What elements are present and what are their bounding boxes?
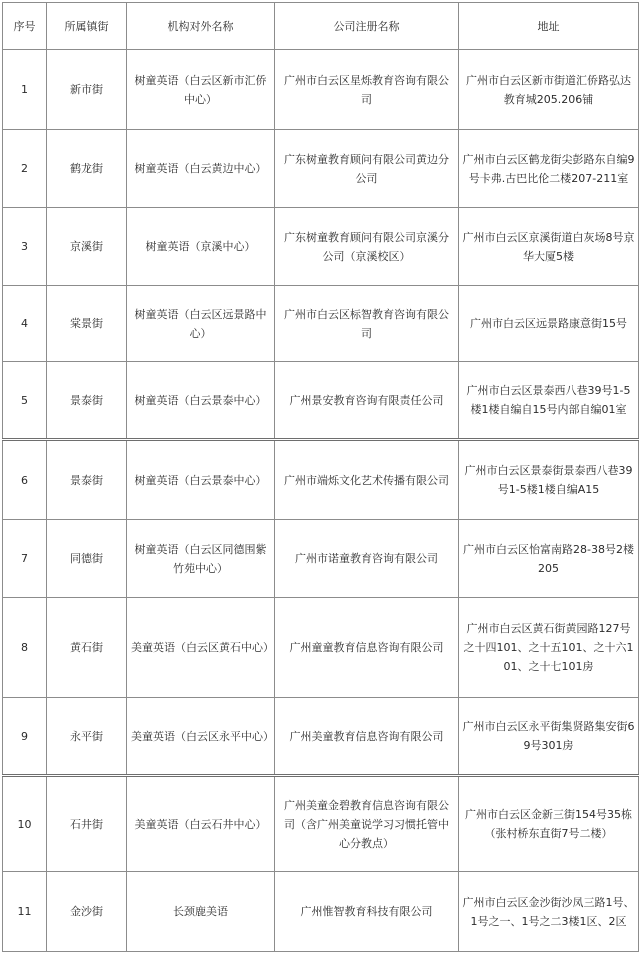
cell-no: 3 [3,208,47,286]
cell-no: 2 [3,130,47,208]
cell-institution: 树童英语（白云黄边中心） [127,130,275,208]
cell-institution: 长颈鹿美语 [127,872,275,952]
cell-institution: 树童英语（白云区远景路中心） [127,286,275,362]
cell-no: 10 [3,776,47,872]
cell-no: 8 [3,598,47,698]
cell-no: 9 [3,698,47,776]
cell-street: 新市街 [47,50,127,130]
cell-street: 鹤龙街 [47,130,127,208]
cell-company: 广州市白云区标智教育咨询有限公司 [275,286,459,362]
cell-address: 广州市白云区怡富南路28-38号2楼205 [459,520,639,598]
cell-no: 4 [3,286,47,362]
cell-company: 广州景安教育咨询有限责任公司 [275,362,459,440]
cell-no: 6 [3,440,47,520]
table-row [3,286,639,362]
cell-street: 金沙街 [47,872,127,952]
institution-table [2,2,639,952]
header-street: 所属镇街 [47,3,127,50]
cell-address: 广州市白云区金沙街沙凤三路1号、1号之一、1号之二3楼1区、2区 [459,872,639,952]
cell-company: 广州市诺童教育咨询有限公司 [275,520,459,598]
cell-institution: 美童英语（白云石井中心） [127,776,275,872]
header-row [3,3,639,50]
cell-address: 广州市白云区京溪街道白灰场8号京华大厦5楼 [459,208,639,286]
cell-company: 广州美童金碧教育信息咨询有限公司（含广州美童说学习习惯托管中心分教点） [275,776,459,872]
cell-no: 1 [3,50,47,130]
cell-institution: 树童英语（京溪中心） [127,208,275,286]
header-no: 序号 [3,3,47,50]
cell-address: 广州市白云区黄石街黄园路127号之十四101、之十五101、之十六101、之十七101房 [459,598,639,698]
table-row [3,130,639,208]
header-address: 地址 [459,3,639,50]
cell-no: 5 [3,362,47,440]
cell-institution: 美童英语（白云区永平中心） [127,698,275,776]
table-row [3,598,639,698]
cell-institution: 树童英语（白云景泰中心） [127,440,275,520]
cell-company: 广州惟智教育科技有限公司 [275,872,459,952]
cell-street: 景泰街 [47,362,127,440]
table-header [3,3,639,50]
cell-address: 广州市白云区新市街道汇侨路弘达教育城205.206铺 [459,50,639,130]
cell-street: 石井街 [47,776,127,872]
cell-address: 广州市白云区景泰街景泰西八巷39号1-5楼1楼自编A15 [459,440,639,520]
cell-company: 广东树童教育顾问有限公司京溪分公司（京溪校区） [275,208,459,286]
table-row [3,698,639,776]
header-company: 公司注册名称 [275,3,459,50]
table-row [3,776,639,872]
table-body [3,50,639,952]
cell-street: 黄石街 [47,598,127,698]
cell-no: 7 [3,520,47,598]
table-row [3,520,639,598]
cell-street: 景泰街 [47,440,127,520]
table-row [3,440,639,520]
cell-address: 广州市白云区金新三街154号35栋（张村桥东直街7号二楼） [459,776,639,872]
cell-institution: 美童英语（白云区黄石中心） [127,598,275,698]
cell-institution: 树童英语（白云区新市汇侨中心） [127,50,275,130]
cell-street: 永平街 [47,698,127,776]
cell-no: 11 [3,872,47,952]
cell-street: 棠景街 [47,286,127,362]
cell-address: 广州市白云区远景路康意街15号 [459,286,639,362]
header-institution: 机构对外名称 [127,3,275,50]
cell-company: 广东树童教育顾问有限公司黄边分公司 [275,130,459,208]
cell-institution: 树童英语（白云区同德围紫竹苑中心） [127,520,275,598]
table-row [3,208,639,286]
cell-company: 广州美童教育信息咨询有限公司 [275,698,459,776]
table-row [3,362,639,440]
cell-street: 京溪街 [47,208,127,286]
cell-address: 广州市白云区景泰西八巷39号1-5楼1楼自编自15号内部自编01室 [459,362,639,440]
cell-address: 广州市白云区鹤龙街尖彭路东自编9号卡弗.古巴比伦二楼207-211室 [459,130,639,208]
cell-company: 广州市端烁文化艺术传播有限公司 [275,440,459,520]
table-row [3,50,639,130]
cell-street: 同德街 [47,520,127,598]
cell-company: 广州市白云区星烁教育咨询有限公司 [275,50,459,130]
cell-institution: 树童英语（白云景泰中心） [127,362,275,440]
cell-company: 广州童童教育信息咨询有限公司 [275,598,459,698]
cell-address: 广州市白云区永平街集贤路集安街69号301房 [459,698,639,776]
table-row [3,872,639,952]
